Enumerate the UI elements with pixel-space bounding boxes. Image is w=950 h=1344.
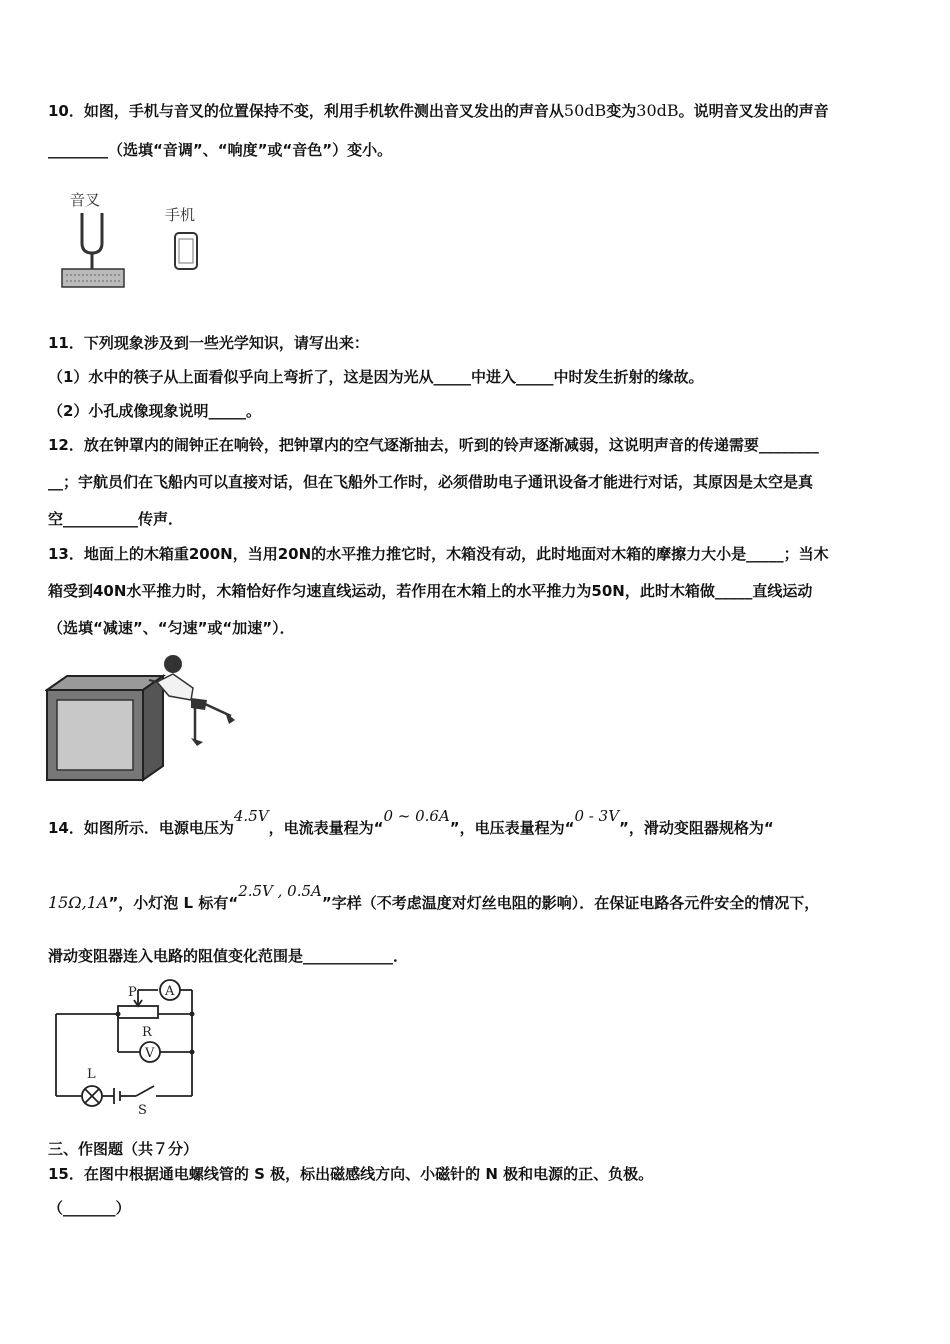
q11-title: 11．下列现象涉及到一些光学知识，请写出来： [48, 334, 369, 352]
q15-line1: 15．在图中根据通电螺线管的 S 极，标出磁感线方向、小磁针的 N 极和电源的正、负极。 [48, 1165, 654, 1183]
q12-line2: __；宇航员们在飞船内可以直接对话，但在飞船外工作时，必须借助电子通讯设备才能进行对话，其原因是太空是真 [48, 473, 814, 491]
switch-icon [136, 1086, 154, 1096]
q14-voltmeter-range: 0 - 3V [574, 807, 620, 825]
q14-bulb-spec: 2.5V , 0.5A [238, 882, 322, 900]
section3-title: 三、作图题（共７分） [48, 1140, 199, 1158]
q14-line3: 滑动变阻器连入电路的阻值变化范围是____________． [48, 947, 409, 965]
tuning-fork-icon [62, 213, 124, 287]
label-s: S [138, 1103, 147, 1116]
rheostat-icon [118, 1006, 158, 1018]
q14-line2 [48, 882, 820, 913]
q14-text-4: ”，滑动变阻器规格为“ [619, 819, 774, 837]
q10-line1 [48, 101, 829, 121]
label-a: A [165, 984, 175, 999]
q10-text-b: 变为 [606, 102, 637, 120]
q14-text-1: 14．如图所示．电源电压为 [48, 819, 234, 837]
q13-line1: 13．地面上的木箱重200N，当用20N的水平推力推它时，木箱没有动，此时地面对木箱的摩擦力大小是_____；当木 [48, 545, 829, 563]
q14-text-2: ，电流表量程为“ [268, 819, 384, 837]
q14-text-6: ”字样（不考虑温度对灯丝电阻的影响）．在保证电路各元件安全的情况下， [321, 894, 820, 912]
q11-item2: （2）小孔成像现象说明_____。 [48, 402, 261, 420]
q12-line1: 12．放在钟罩内的闹钟正在响铃，把钟罩内的空气逐渐抽去，听到的铃声逐渐减弱，这说明声音的传递需要________ [48, 436, 819, 454]
q10-text-c: 。说明音叉发出的声音 [678, 102, 829, 120]
q15-answer-blank: （_______） [48, 1199, 131, 1217]
q11-item1: （1）水中的筷子从上面看似乎向上弯折了，这是因为光从_____中进入_____中时发生折射的缘故。 [48, 368, 704, 386]
q14-line1 [48, 807, 774, 838]
wooden-box-icon [47, 676, 163, 780]
q12-line3: 空__________传声． [48, 510, 184, 528]
q14-rheostat-spec: 15Ω,1A [48, 893, 109, 912]
q14-voltage: 4.5V [233, 807, 269, 825]
label-l: L [87, 1067, 96, 1082]
label-r: R [142, 1025, 152, 1040]
q10-text-a: 10．如图，手机与音叉的位置保持不变，利用手机软件测出音叉发出的声音从 [48, 102, 564, 120]
q13-line2: 箱受到40N水平推力时，木箱恰好作匀速直线运动，若作用在木箱上的水平推力为50N，此时木箱做_____直线运动 [48, 582, 813, 600]
q14-text-3: ”，电压表量程为“ [449, 819, 575, 837]
phone-label: 手机 [165, 206, 196, 224]
q14-text-5: ”，小灯泡 L 标有“ [108, 894, 239, 912]
q10-db-end: 30dB [636, 101, 679, 120]
label-p: P [128, 985, 137, 1000]
boy-pushing-box-figure [45, 648, 240, 786]
phone-icon [175, 233, 197, 269]
fork-label: 音叉 [70, 191, 101, 209]
tuning-fork-phone-figure [52, 185, 222, 295]
circuit-diagram [50, 976, 210, 1116]
q13-line3: （选填“减速”、“匀速”或“加速”）． [48, 619, 295, 637]
q10-db-start: 50dB [563, 101, 607, 120]
label-v: V [145, 1046, 155, 1061]
q14-ammeter-range: 0 ~ 0.6A [383, 807, 450, 825]
q10-line2: ________（选填“音调”、“响度”或“音色”）变小。 [48, 141, 393, 159]
